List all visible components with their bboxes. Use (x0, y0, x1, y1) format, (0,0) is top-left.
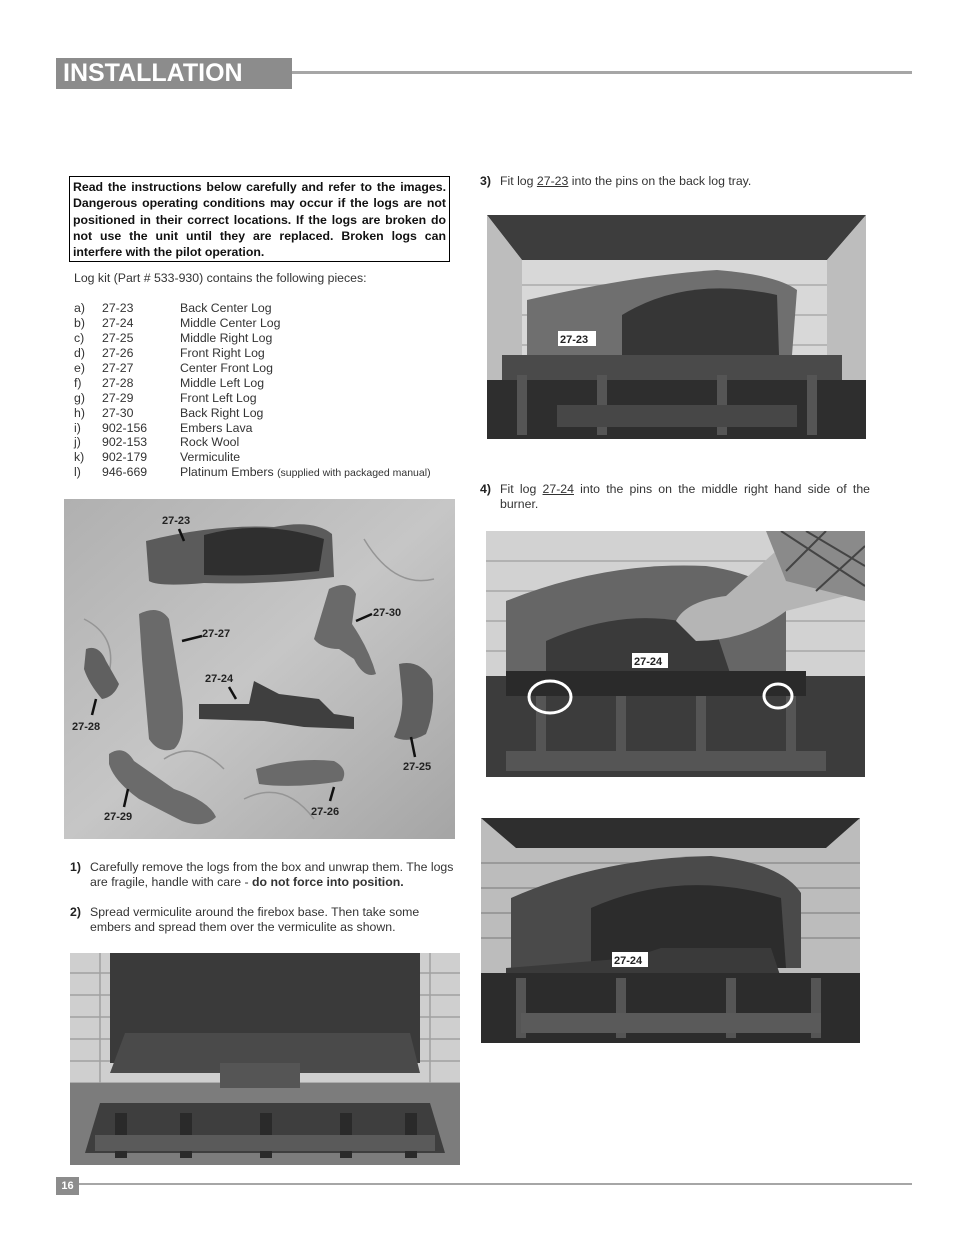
part-name: Rock Wool (180, 435, 240, 450)
part-name: Middle Left Log (180, 375, 265, 390)
section-title: INSTALLATION (56, 58, 292, 89)
part-letter: h) (74, 405, 85, 420)
log-code-link: 27-23 (536, 174, 569, 188)
label-27-24-result: 27-24 (614, 955, 643, 967)
label-27-23-step3: 27-23 (560, 334, 589, 346)
step-number: 3) (480, 174, 491, 188)
photo-step-3 (487, 215, 866, 439)
step-text-bold: do not force into position. (252, 875, 404, 889)
step-text-main: Carefully remove the logs from the box and unwrap them. The logs are fragile, handle with care - (90, 860, 454, 889)
middle-log-hand-illustration (486, 531, 865, 777)
part-name: Front Left Log (180, 390, 257, 405)
step-text: Spread vermiculite around the firebox base. Then take some embers and spread them over the vermiculite as shown. (90, 905, 420, 934)
installed-middle-log-illustration (481, 818, 860, 1043)
part-code: 27-23 (102, 301, 134, 315)
step-text-pre: Fit log (500, 174, 537, 188)
part-name: Back Center Log (180, 301, 272, 315)
step-3 (480, 174, 910, 190)
part-letter: g) (74, 390, 85, 405)
part-letter: k) (74, 450, 85, 465)
part-code: 902-179 (102, 450, 148, 465)
label-27-27: 27-27 (202, 628, 231, 640)
header-rule (292, 71, 912, 74)
step-2 (70, 905, 460, 937)
back-log-illustration (487, 215, 866, 439)
part-name: Center Front Log (180, 360, 273, 375)
warning-box: Read the instructions below carefully and refer to the images. Dangerous operating conditions may occur if the logs are not positioned in their correct locations. If the logs are broken do not use the unit until they are replaced. Broken logs can interfere with the pilot operation. (69, 176, 450, 262)
part-code: 946-669 (102, 465, 148, 480)
label-27-26: 27-26 (311, 806, 340, 818)
part-name: Middle Right Log (180, 330, 273, 345)
part-code: 902-156 (102, 420, 148, 435)
step-number: 2) (70, 905, 81, 919)
log-code-link: 27-24 (542, 482, 574, 496)
part-name: Embers Lava (180, 420, 253, 435)
label-27-25: 27-25 (403, 761, 432, 773)
step-text-post: into the pins on the middle right hand side of the burner. (500, 482, 871, 511)
part-name-text: Platinum Embers (180, 465, 274, 480)
label-27-30: 27-30 (373, 607, 402, 619)
photo-step-4 (486, 531, 865, 777)
part-name (180, 465, 431, 481)
part-note: (supplied with packaged manual) (277, 467, 431, 480)
label-27-23: 27-23 (162, 515, 191, 527)
part-letter: d) (74, 345, 85, 360)
step-text (500, 482, 870, 512)
step-text (500, 174, 751, 189)
label-27-29: 27-29 (104, 811, 133, 823)
step-1 (70, 860, 460, 892)
label-27-24: 27-24 (205, 673, 234, 685)
part-letter: a) (74, 301, 85, 315)
part-name: Front Right Log (180, 345, 265, 360)
part-letter: j) (74, 435, 81, 450)
part-letter: b) (74, 315, 85, 330)
part-letter: c) (74, 330, 85, 345)
part-letter: l) (74, 465, 81, 480)
step-text-post: into the pins on the back log tray. (568, 174, 752, 188)
log-pieces-illustration (64, 499, 455, 839)
footer-rule (79, 1183, 912, 1185)
part-name: Back Right Log (180, 405, 264, 420)
firebox-illustration (70, 953, 460, 1165)
part-code: 27-30 (102, 405, 134, 420)
step-number: 1) (70, 860, 81, 874)
photo-log-pieces (64, 499, 455, 839)
part-code: 27-28 (102, 375, 134, 390)
page-number: 16 (56, 1177, 79, 1195)
label-27-28: 27-28 (72, 721, 101, 733)
part-code: 27-24 (102, 315, 134, 330)
part-letter: f) (74, 375, 82, 390)
part-code: 902-153 (102, 435, 148, 450)
photo-step-4-result (481, 818, 860, 1043)
step-4 (480, 482, 870, 514)
label-27-24-step4: 27-24 (634, 656, 663, 668)
part-letter: e) (74, 360, 85, 375)
step-number: 4) (480, 482, 491, 496)
part-code: 27-27 (102, 360, 134, 375)
part-name: Middle Center Log (180, 315, 281, 330)
step-text (90, 860, 460, 890)
part-code: 27-25 (102, 330, 134, 345)
kit-intro: Log kit (Part # 533-930) contains the following pieces: (74, 271, 367, 285)
part-code: 27-26 (102, 345, 134, 360)
step-text-pre: Fit log (500, 482, 543, 496)
part-name: Vermiculite (180, 450, 241, 465)
part-code: 27-29 (102, 390, 134, 405)
photo-firebox-base (70, 953, 460, 1165)
part-letter: i) (74, 420, 81, 435)
